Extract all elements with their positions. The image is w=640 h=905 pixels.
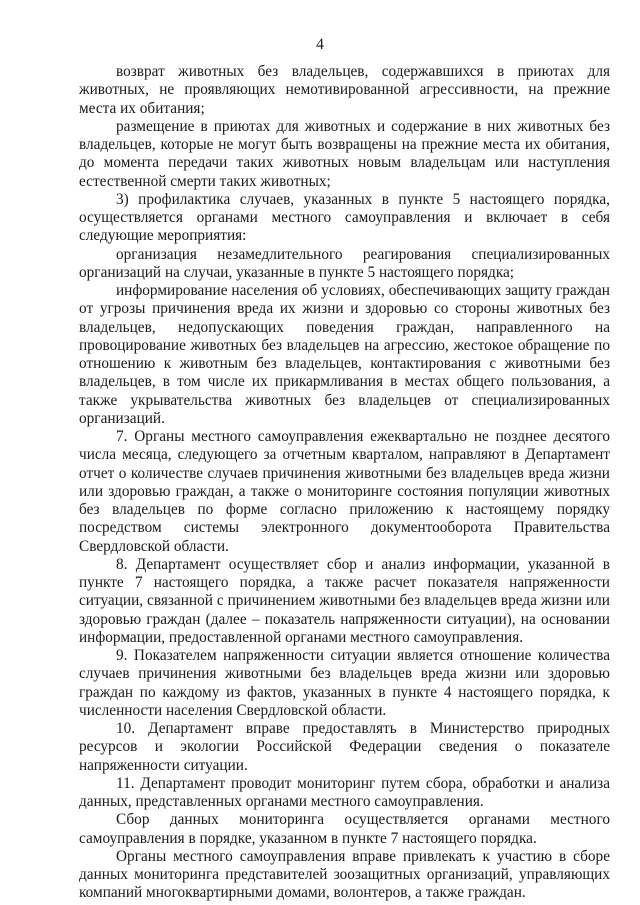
paragraph-monitoring-participants: Органы местного самоуправления вправе привлекать к участию в сборе данных мониторинга представителей зоозащитных организаций, управляющих компаний многоквартирными домами, волонтеров, а также граждан. xyxy=(79,847,610,902)
paragraph-prevention: 3) профилактика случаев, указанных в пункте 5 настоящего порядка, осуществляется органами местного самоуправления и включает в себя следующие мероприятия: xyxy=(79,190,610,245)
paragraph-return-animals: возврат животных без владельцев, содержавшихся в приютах для животных, не проявляющих немотивированной агрессивности, на прежние места их обитания; xyxy=(79,63,610,117)
paragraph-item-10: 10. Департамент вправе предоставлять в Министерство природных ресурсов и экологии Российской Федерации сведения о показателе напряженности ситуации. xyxy=(79,720,610,774)
paragraph-item-11: 11. Департамент проводит мониторинг путем сбора, обработки и анализа данных, представленных органами местного самоуправления. xyxy=(79,774,610,810)
page-number: 4 xyxy=(316,36,324,53)
paragraph-item-9: 9. Показателем напряженности ситуации является отношение количества случаев причинения животными без владельцев вреда жизни или здоровью граждан по каждому из фактов, указанных в пункте 4 настоящего порядка, к численности населения Свердловской области. xyxy=(79,647,610,719)
paragraph-immediate-response: организация незамедлительного реагирования специализированных организаций на случаи, указанные в пункте 5 настоящего порядка; xyxy=(79,245,610,281)
paragraph-item-7: 7. Органы местного самоуправления ежеквартально не позднее десятого числа месяца, следующего за отчетным кварталом, направляют в Департамент отчет о количестве случаев причинения животными без владельцев вреда жизни или здоровью граждан, а также о мониторинге состояния популяции животных без владельцев по форме согласно приложению к настоящему порядку посредством системы электронного документооборота Правительства Свердловской области. xyxy=(79,428,610,555)
paragraph-monitoring-collection: Сбор данных мониторинга осуществляется органами местного самоуправления в порядке, указанном в пункте 7 настоящего порядка. xyxy=(79,811,610,847)
paragraph-item-8: 8. Департамент осуществляет сбор и анализ информации, указанной в пункте 7 настоящего порядка, а также расчет показателя напряженности ситуации, связанной с причинением животными без владельцев вреда жизни или здоровью граждан (далее – показатель напряженности ситуации), на основании информации, предоставленной органами местного самоуправления. xyxy=(79,555,610,646)
paragraph-shelter-placement: размещение в приютах для животных и содержание в них животных без владельцев, которые не могут быть возвращены на прежние места их обитания, до момента передачи таких животных новым владельцам или наступления естественной смерти таких животных; xyxy=(79,117,610,190)
paragraph-informing-population: информирование населения об условиях, обеспечивающих защиту граждан от угрозы причинения вреда их жизни и здоровью со стороны животных без владельцев, недопускающих поведения граждан, направленного на провоцирование животных без владельцев на агрессию, жестокое обращение по отношению к животным без владельцев, контактирования с животными без владельцев, в том числе их прикармливания в местах общего пользования, а также укрывательства животных без владельцев от специализированных организаций. xyxy=(79,282,610,427)
document-body xyxy=(79,63,610,903)
